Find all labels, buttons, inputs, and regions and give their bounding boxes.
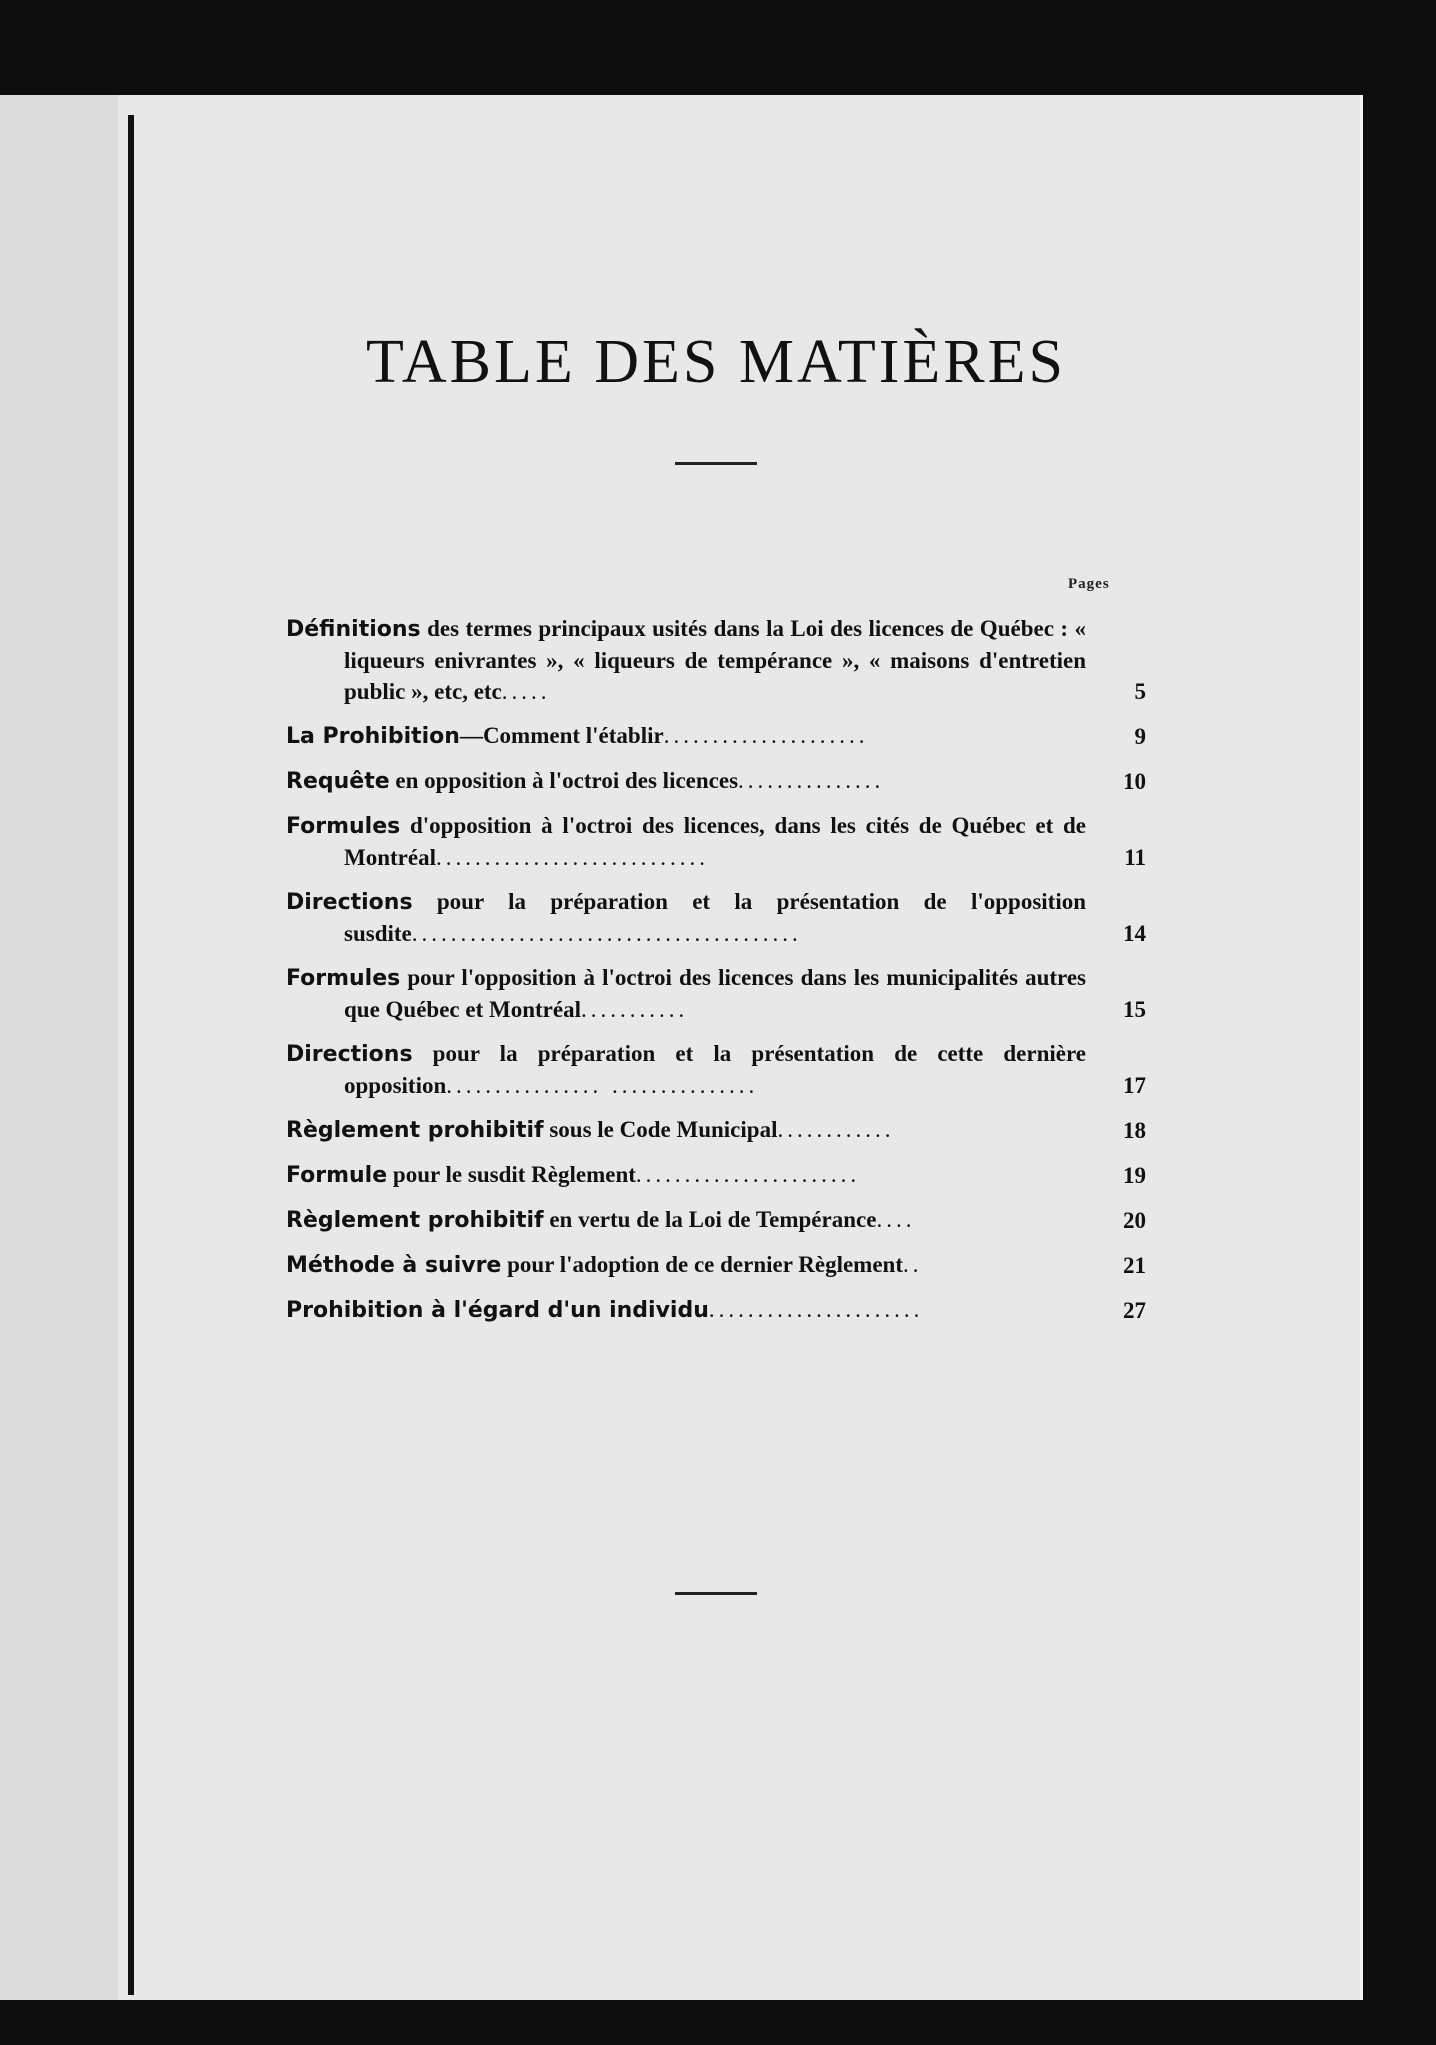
- toc-entry-lead: Règlement prohibitif: [286, 1118, 544, 1143]
- page-title: TABLE DES MATIÈRES: [365, 327, 1067, 396]
- toc-entry-leader: ......................: [708, 1297, 924, 1322]
- toc-entry: [286, 1114, 1146, 1146]
- toc-entry: [286, 720, 1146, 752]
- toc-entry-lead: Formules: [286, 814, 401, 839]
- toc-entry-page: 14: [1123, 921, 1146, 946]
- toc-entry-leader: ............: [777, 1117, 895, 1142]
- toc-entry-lead: Requête: [286, 769, 390, 794]
- toc-entry: [286, 810, 1146, 873]
- toc-entry-text: sous le Code Municipal: [543, 1117, 778, 1142]
- toc-entry-text: d'opposition à l'octroi des licences, dans les cités de Québec et de Montréal: [344, 813, 1086, 870]
- toc-entry-text: pour la préparation et la présentation de cette dernière opposition: [344, 1041, 1086, 1098]
- toc-entry-lead: Définitions: [286, 617, 421, 642]
- toc-entry-page: 21: [1123, 1253, 1146, 1278]
- toc-entry-lead: Règlement prohibitif: [286, 1208, 544, 1233]
- toc-entry-text: en vertu de la Loi de Tempérance: [543, 1207, 877, 1232]
- toc-entry-leader: .......................: [635, 1162, 861, 1187]
- toc-entry-text: en opposition à l'octroi des licences: [389, 768, 739, 793]
- toc-entry-page: 15: [1123, 997, 1146, 1022]
- toc-entry: [286, 1249, 1146, 1281]
- toc-entry: [286, 1294, 1146, 1326]
- pages-column-label: Pages: [1068, 576, 1110, 592]
- toc-entry-lead: Formule: [286, 1163, 388, 1188]
- toc-entry: [286, 1204, 1146, 1236]
- toc-entry-page: 17: [1123, 1073, 1146, 1098]
- toc-entry-page: 19: [1123, 1163, 1146, 1188]
- toc-entry-lead: Directions: [286, 1042, 413, 1067]
- toc-entry-lead: Directions: [286, 890, 413, 915]
- toc-entry-leader: .....: [501, 679, 551, 704]
- toc-entry: [286, 886, 1146, 949]
- toc-entry-leader: ............................: [435, 845, 709, 870]
- toc-entry-leader: ..: [902, 1252, 923, 1277]
- toc-entry-text: pour l'adoption de ce dernier Règlement: [501, 1252, 903, 1277]
- table-of-contents: [286, 613, 1146, 1339]
- toc-entry-page: 11: [1124, 845, 1146, 870]
- toc-entry-leader: ...............: [738, 768, 885, 793]
- toc-entry: [286, 962, 1146, 1025]
- toc-entry-leader: .....................: [663, 723, 869, 748]
- toc-entry-leader: ........................................: [411, 921, 802, 946]
- toc-entry: [286, 1038, 1146, 1101]
- toc-entry-text: des termes principaux usités dans la Loi des licences de Québec : « liqueurs enivrantes », « liqueurs de tempérance », « maisons d'entretien public », etc, etc: [344, 616, 1086, 704]
- toc-entry-page: 9: [1134, 724, 1146, 749]
- toc-entry-leader: ................ ...............: [446, 1073, 759, 1098]
- toc-entry-leader: ....: [876, 1207, 916, 1232]
- toc-entry: [286, 765, 1146, 797]
- toc-entry-lead: Formules: [286, 966, 401, 991]
- toc-entry-leader: ...........: [580, 997, 689, 1022]
- toc-entry-text: pour la préparation et la présentation de l'opposition susdite: [344, 889, 1086, 946]
- toc-entry-text: pour le susdit Règlement: [387, 1162, 636, 1187]
- toc-entry-page: 27: [1123, 1298, 1146, 1323]
- toc-entry: [286, 1159, 1146, 1191]
- top-rule: [675, 462, 757, 465]
- toc-entry-page: 5: [1134, 679, 1146, 704]
- toc-entry-text: pour l'opposition à l'octroi des licences dans les municipalités autres que Québec et Montréal: [344, 965, 1086, 1022]
- bottom-rule: [675, 1592, 757, 1595]
- toc-entry-page: 18: [1123, 1118, 1146, 1143]
- toc-entry-lead: La Prohibition: [286, 724, 460, 749]
- toc-entry-lead: Méthode à suivre: [286, 1253, 502, 1278]
- toc-entry-page: 20: [1123, 1208, 1146, 1233]
- toc-entry-text: —Comment l'établir: [459, 723, 664, 748]
- toc-entry-lead: Prohibition à l'égard d'un individu: [286, 1298, 709, 1323]
- toc-entry-page: 10: [1123, 769, 1146, 794]
- toc-entry: [286, 613, 1146, 707]
